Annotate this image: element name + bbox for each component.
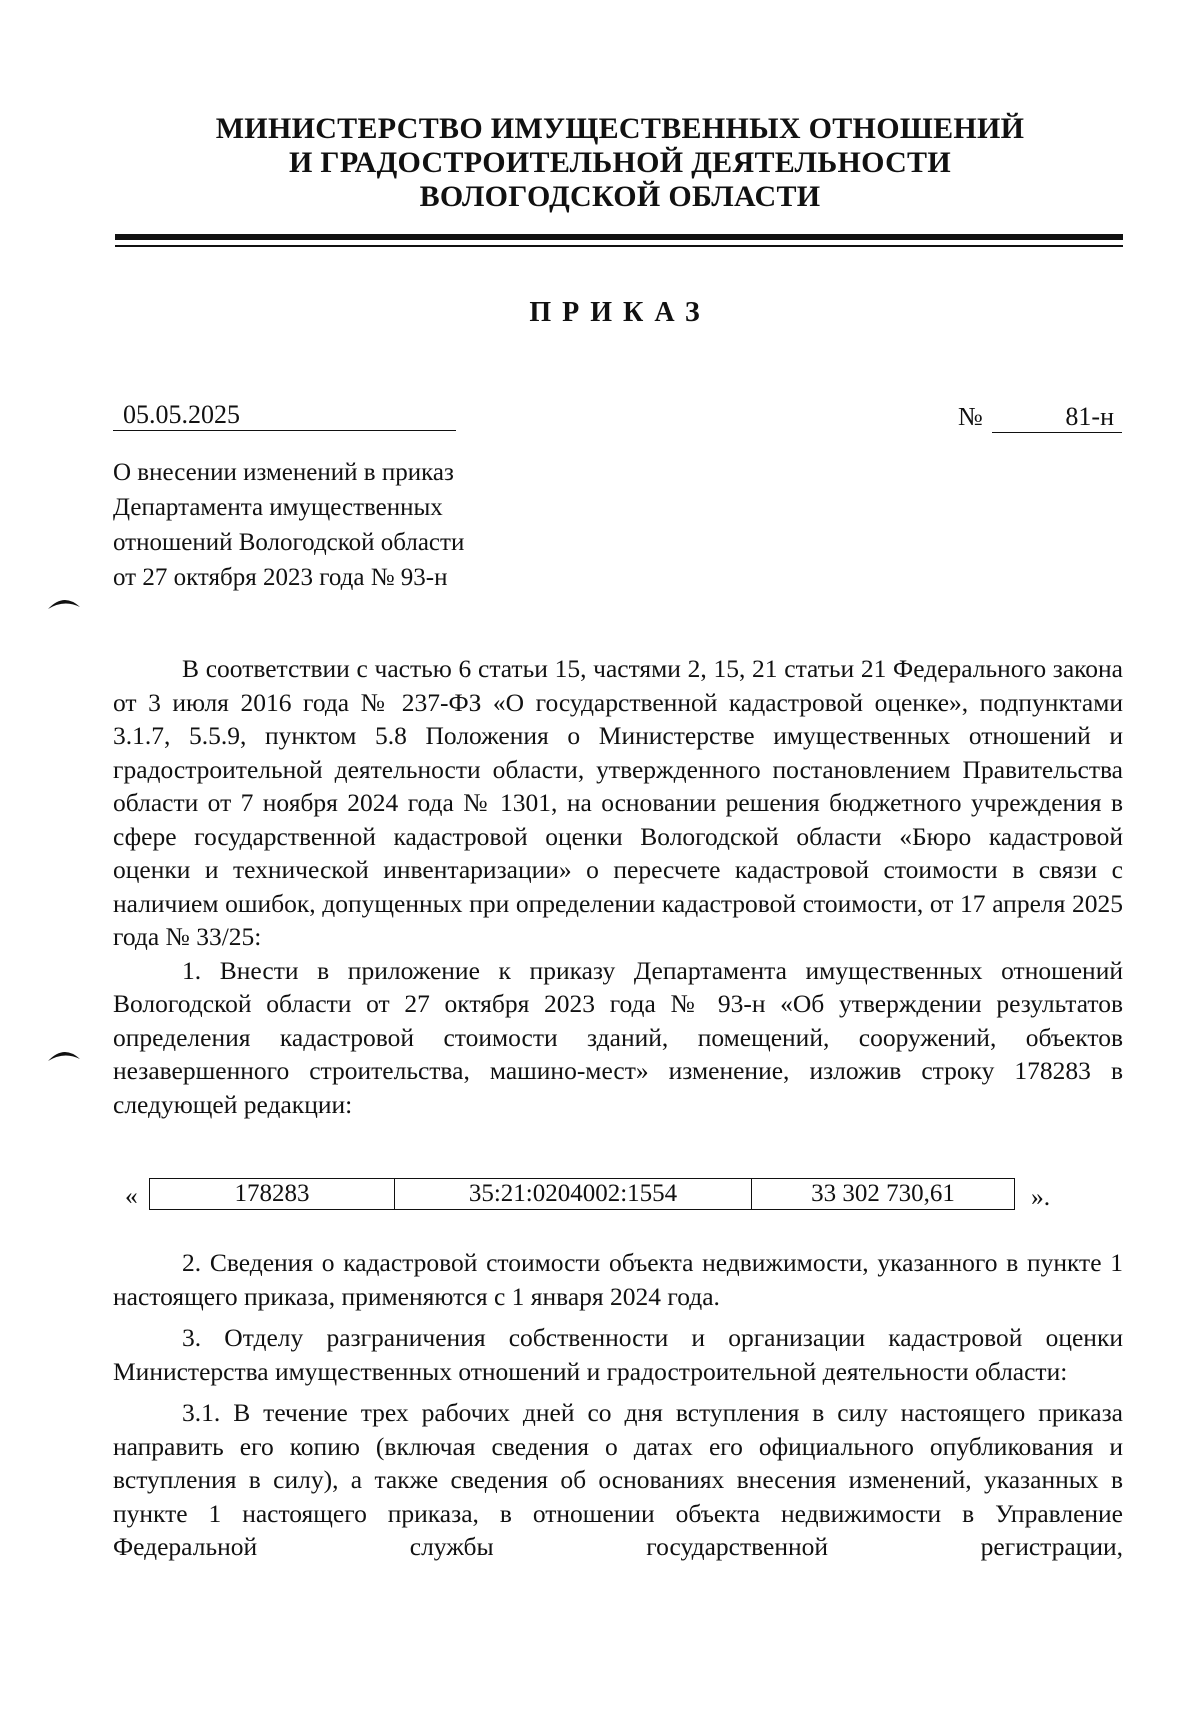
punch-hole-mark [46,1046,82,1062]
punch-hole-mark [46,594,82,610]
subject-line: от 27 октября 2023 года № 93-н [113,564,448,591]
table-row [150,1179,1015,1210]
subject-line: О внесении изменений в приказ [113,459,454,486]
row-number-cell: 178283 [150,1179,395,1210]
document-date: 05.05.2025 [113,400,456,431]
subject-line: отношений Вологодской области [113,529,465,556]
document-number: 81-н [992,402,1122,433]
item-2-paragraph: 2. Сведения о кадастровой стоимости объекта недвижимости, указанного в пункте 1 настоящего приказа, применяются с 1 января 2024 года. [113,1248,1123,1311]
document-title: ПРИКАЗ [529,297,711,328]
amended-row-table [149,1178,1015,1210]
subject-line: Департамента имущественных [113,494,443,521]
close-quote: ». [1031,1182,1051,1211]
item-3-1-paragraph: 3.1. В течение трех рабочих дней со дня вступления в силу настоящего приказа направить его копию (включая сведения о датах его официального опубликования и вступления в силу), а также сведения об основаниях внесения изменений, указанных в пункте 1 настоящего приказа, в отношении объекта недвижимости в Управление Федеральной службы государственной регистрации, [113,1398,1123,1561]
cadastral-value-cell: 33 302 730,61 [752,1179,1015,1210]
header-line-3: ВОЛОГОДСКОЙ ОБЛАСТИ [419,180,821,213]
open-quote: « [125,1181,138,1210]
ministry-header [0,112,1200,214]
header-line-2: И ГРАДОСТРОИТЕЛЬНОЙ ДЕЯТЕЛЬНОСТИ [289,146,951,179]
amended-row [113,1178,1123,1212]
cadastral-number-cell: 35:21:0204002:1554 [395,1179,752,1210]
header-divider-thick [115,234,1123,240]
document-body [113,652,1123,1121]
header-line-1: МИНИСТЕРСТВО ИМУЩЕСТВЕННЫХ ОТНОШЕНИЙ [215,112,1025,145]
item-3-paragraph: 3. Отделу разграничения собственности и организации кадастровой оценки Министерства имущественных отношений и градостроительной деятельности области: [113,1323,1123,1386]
item-1-paragraph: 1. Внести в приложение к приказу Департамента имущественных отношений Вологодской области от 27 октября 2023 года № 93-н «Об утверждении результатов определения кадастровой стоимости зданий, помещений, сооружений, объектов незавершенного строительства, машино-мест» изменение, изложив строку 178283 в следующей редакции: [113,955,1123,1119]
preamble-paragraph: В соответствии с частью 6 статьи 15, частями 2, 15, 21 статьи 21 Федерального закона от 3 июля 2016 года № 237-ФЗ «О государственной кадастровой оценке», подпунктами 3.1.7, 5.5.9, пунктом 5.8 Положения о Министерстве имущественных отношений и градостроительной деятельности области, утвержденного постановлением Правительства области от 7 ноября 2024 года № 1301, на основании решения бюджетного учреждения в сфере государственной кадастровой оценки Вологодской области «Бюро кадастровой оценки и технической инвентаризации» о пересчете кадастровой стоимости в связи с наличием ошибок, допущенных при определении кадастровой стоимости, от 17 апреля 2025 года № 33/25: [113,654,1123,951]
document-body-continued [113,1246,1123,1564]
number-sign: № [958,402,983,431]
document-subject [113,455,464,595]
header-divider-thin [115,245,1123,247]
